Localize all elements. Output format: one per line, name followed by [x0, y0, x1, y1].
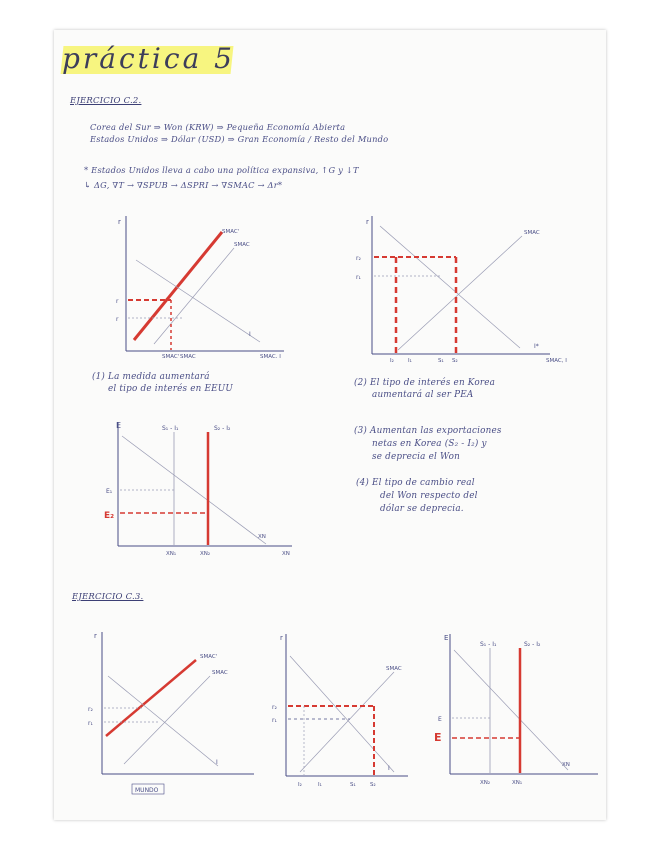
g1-smac-original: [154, 248, 234, 344]
ex2-line-1: Corea del Sur ⇒ Won (KRW) ⇒ Pequeña Economía Abierta: [90, 122, 346, 132]
g3-nco-curve: [122, 436, 266, 544]
g1-r1-label: r: [116, 316, 119, 323]
g6-xn-label: XN: [562, 762, 570, 768]
graph-exchange-rate-ex2: [104, 418, 304, 558]
g4-smac2-label: SMAC': [200, 654, 218, 660]
graph-savings-investment-korea: [350, 208, 590, 368]
ex2-line-3: * Estados Unidos lleva a cabo una política expansiva, ↑G y ↓T: [84, 165, 359, 175]
note-3b: netas en Korea (S₂ - I₂) y: [372, 439, 487, 449]
g2-smac-curve: [398, 236, 522, 350]
g4-smac1-label: SMAC: [212, 670, 228, 676]
note-4b: del Won respecto del: [380, 491, 478, 501]
note-1a: (1) La medida aumentará: [92, 372, 210, 382]
g3-s2-label: S₂ - I₂: [214, 425, 231, 432]
g2-i-label: I*: [534, 343, 539, 350]
g5-r1-label: r₁: [272, 717, 277, 724]
g6-xn1-label: XN₁: [512, 780, 523, 786]
g3-xn-label: XN: [258, 534, 266, 540]
note-3c: se deprecia el Won: [372, 452, 460, 462]
note-3a: (3) Aumentan las exportaciones: [354, 426, 502, 436]
g1-x-axis-label: SMAC, I: [260, 354, 281, 358]
g1-smac2-label: SMAC': [222, 229, 240, 235]
graph-savings-investment-world: [84, 624, 264, 804]
ex2-line-4: ↳ ΔG, ∇T → ∇SPUB → ΔSPRI → ∇SMAC → Δr*: [84, 180, 283, 190]
g3-e2-label: E₂: [104, 511, 115, 521]
g5-i1-label: I₁: [318, 782, 322, 788]
g4-r1-label: r₁: [88, 720, 93, 727]
g3-xn2-label: XN₂: [200, 551, 211, 557]
g4-smac-original: [124, 676, 210, 764]
graph-savings-investment-korea-ex3: [264, 626, 414, 796]
graph-exchange-rate-ex3: [428, 626, 604, 796]
note-1b: el tipo de interés en EEUU: [108, 384, 234, 394]
g5-investment-curve: [290, 656, 394, 772]
g2-s2-label: S₂: [452, 358, 458, 364]
g6-s1-label: S₁ - I₁: [480, 641, 497, 648]
g5-smac-curve: [300, 672, 394, 772]
g5-s1-label: S₁: [350, 782, 356, 788]
g6-e2-label: E: [434, 731, 442, 744]
note-2a: (2) El tipo de interés en Korea: [354, 378, 496, 388]
g3-y-label: E: [116, 421, 122, 430]
ex2-line-2: Estados Unidos ⇒ Dólar (USD) ⇒ Gran Economía / Resto del Mundo: [90, 134, 389, 144]
g1-i-label: I: [249, 331, 251, 338]
g6-xn2-label: XN₂: [480, 780, 491, 786]
g3-xn1-label: XN₁: [166, 551, 177, 557]
g1-smac1-label: SMAC: [234, 242, 250, 248]
g5-r2-label: r₂: [272, 704, 277, 711]
g5-s2-label: S₂: [370, 782, 376, 788]
g4-i-label: I: [216, 759, 218, 766]
g6-e1-label: E: [438, 716, 442, 723]
g4-y-label: r: [94, 632, 97, 640]
note-2b: aumentará al ser PEA: [372, 390, 474, 400]
title-text: práctica 5: [62, 42, 235, 75]
g4-mundo-label: MUNDO: [135, 787, 159, 794]
g3-s1-label: S₁ - I₁: [162, 425, 179, 432]
notebook-sheet: [54, 30, 606, 820]
g2-x-axis-label: SMAC, I: [546, 358, 567, 364]
g2-r2-label: r₂: [356, 255, 361, 262]
graph-savings-investment-usa: [84, 208, 304, 358]
g1-x1-label: SMAC': [162, 354, 180, 358]
g2-y-label: r: [366, 218, 369, 226]
g1-y-label: r: [118, 218, 121, 226]
exercise-c2-heading: EJERCICIO C.2.: [70, 96, 142, 106]
g2-smac-label: SMAC: [524, 230, 540, 236]
g5-smac-label: SMAC: [386, 666, 402, 672]
note-4c: dólar se deprecia.: [380, 504, 464, 514]
g5-y-label: r: [280, 634, 283, 642]
g1-r2-label: r: [116, 298, 119, 305]
g1-smac-shifted: [134, 232, 222, 340]
g2-i1-label: I₁: [408, 358, 412, 364]
g4-r2-label: r₂: [88, 706, 93, 713]
g2-r1-label: r₁: [356, 274, 361, 281]
g4-smac-shifted: [106, 660, 196, 736]
g5-i-label: I: [388, 765, 390, 772]
page-title: [62, 42, 244, 80]
g6-s2-label: S₂ - I₂: [524, 641, 541, 648]
exercise-c3-heading: EJERCICIO C.3.: [72, 592, 144, 602]
g3-e1-label: E₁: [106, 488, 113, 495]
note-4a: (4) El tipo de cambio real: [356, 478, 475, 488]
g1-x2-label: SMAC: [180, 354, 196, 358]
g5-i2-label: I₂: [298, 782, 302, 788]
g2-s1-label: S₁: [438, 358, 444, 364]
g3-x-axis-label: XN: [282, 551, 290, 557]
g2-i2-label: I₂: [390, 358, 394, 364]
g2-investment-curve: [380, 226, 520, 348]
g6-y-label: E: [444, 634, 449, 642]
g6-nco-curve: [454, 650, 568, 770]
